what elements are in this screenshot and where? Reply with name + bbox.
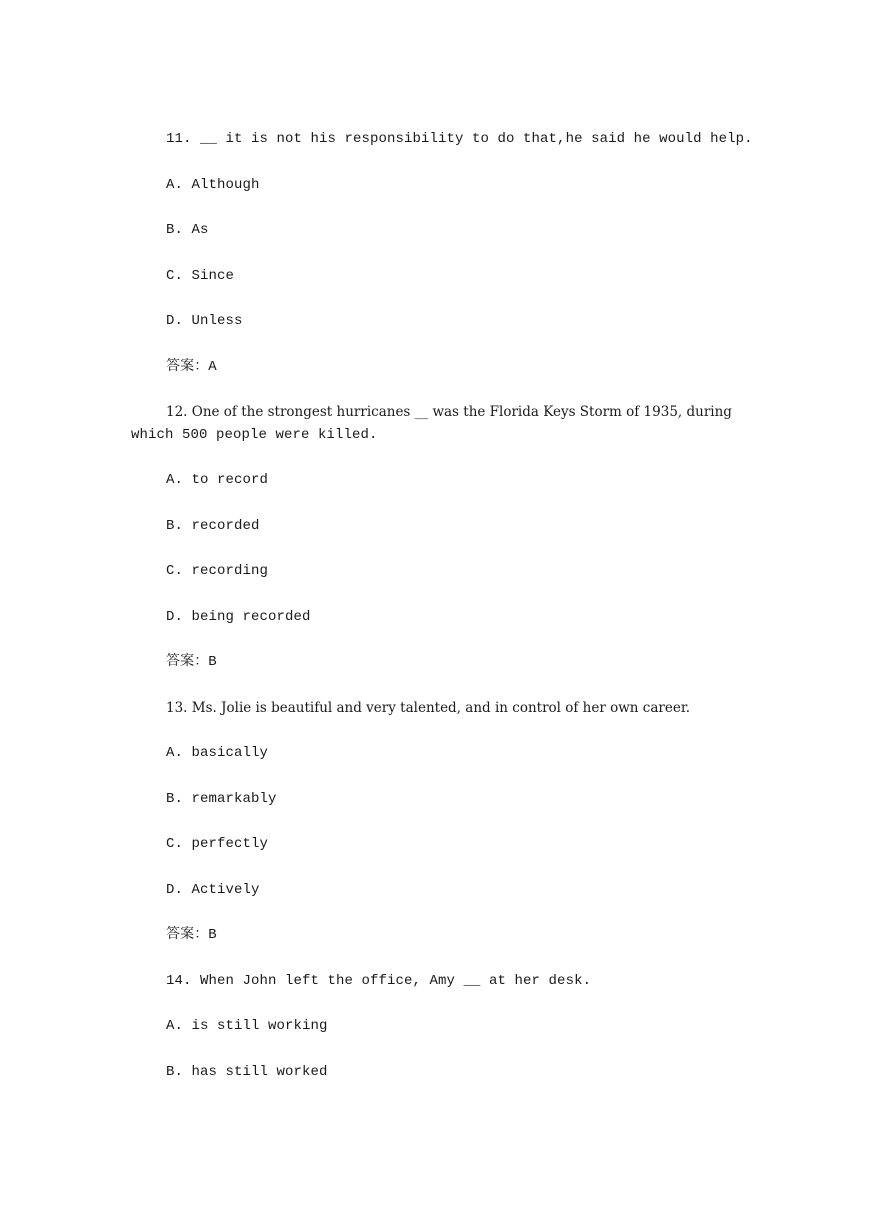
- question-12-option-b: B. recorded: [166, 518, 260, 534]
- question-12-option-d: D. being recorded: [166, 609, 311, 625]
- question-11-option-d: D. Unless: [166, 313, 243, 329]
- question-12-stem-line1: 12. One of the strongest hurricanes __ was the Florida Keys Storm of 1935, during: [166, 404, 732, 420]
- question-12-answer: 答案：B: [166, 654, 217, 670]
- question-11-answer: 答案：A: [166, 359, 217, 375]
- question-11-option-c: C. Since: [166, 268, 235, 284]
- question-11-option-a: A. Although: [166, 177, 260, 193]
- question-11-stem: 11. __ it is not his responsibility to do that,he said he would help.: [166, 131, 753, 147]
- question-13-option-d: D. Actively: [166, 882, 260, 898]
- question-13-answer: 答案：B: [166, 927, 217, 943]
- question-12-option-c: C. recording: [166, 563, 269, 579]
- question-14-stem: 14. When John left the office, Amy __ at her desk.: [166, 973, 592, 989]
- question-13-stem: 13. Ms. Jolie is beautiful and very talented, and in control of her own career.: [166, 700, 691, 716]
- question-12-option-a: A. to record: [166, 472, 269, 488]
- question-12-stem-line2: which 500 people were killed.: [131, 427, 378, 443]
- question-14-option-b: B. has still worked: [166, 1064, 328, 1080]
- question-11-option-b: B. As: [166, 222, 209, 238]
- question-13-option-b: B. remarkably: [166, 791, 277, 807]
- question-14-option-a: A. is still working: [166, 1018, 328, 1034]
- question-13-option-c: C. perfectly: [166, 836, 269, 852]
- question-13-option-a: A. basically: [166, 745, 269, 761]
